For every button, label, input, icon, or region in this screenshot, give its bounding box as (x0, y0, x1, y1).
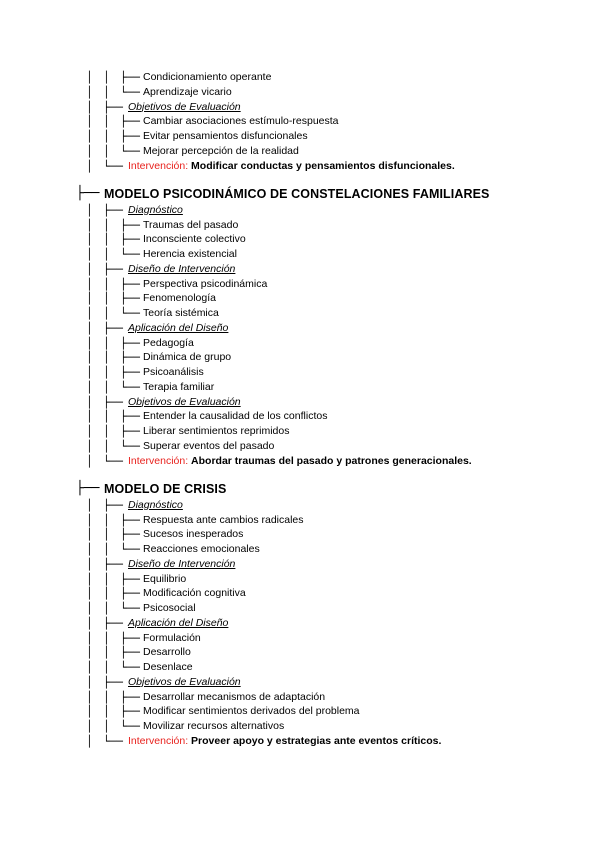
list-item (0, 350, 600, 365)
tree-connector: └── (120, 543, 140, 556)
tree-pipe: │ (86, 203, 93, 217)
section-title: Aplicación del Diseño (128, 321, 229, 334)
section-title: Diseño de Intervención (128, 557, 236, 570)
item-text: Herencia existencial (143, 248, 237, 260)
item-text: Pedagogía (143, 336, 194, 349)
tree-connector: ├── (120, 587, 140, 601)
tree-connector: └── (120, 144, 140, 158)
tree-pipe: │ (86, 498, 93, 512)
section-title: Diagnóstico (128, 498, 183, 511)
tree-connector: ├── (120, 71, 140, 84)
model-branch-glyph: ├── (76, 481, 100, 496)
tree-pipe: │ (86, 572, 93, 586)
list-item (0, 690, 600, 705)
tree-pipe: │ (86, 159, 93, 173)
tree-pipe: │ (103, 720, 110, 733)
tree-connector: └── (120, 439, 140, 453)
tree-pipe: │ (86, 100, 93, 114)
item-text: Teoría sistémica (143, 307, 219, 319)
item-text: Cambiar asociaciones estímulo-respuesta (143, 115, 339, 128)
tree-pipe: │ (103, 631, 110, 645)
section-title: Aplicación del Diseño (128, 616, 229, 629)
model-heading (0, 186, 600, 204)
list-item (0, 114, 600, 129)
item-text: Psicoanálisis (143, 366, 204, 378)
tree-connector: ├── (120, 690, 140, 704)
tree-pipe: │ (86, 71, 93, 84)
section-heading (0, 395, 600, 410)
tree-pipe: │ (86, 454, 93, 468)
section-heading (0, 675, 600, 690)
intervention-label: Intervención: (128, 454, 192, 467)
item-text: Mejorar percepción de la realidad (143, 144, 299, 157)
item-text: Dinámica de grupo (143, 351, 232, 364)
tree-pipe: │ (86, 439, 93, 453)
section-heading (0, 203, 600, 218)
list-item (0, 660, 600, 675)
item-text: Desenlace (143, 661, 193, 673)
tree-connector: ├── (120, 528, 140, 542)
tree-connector: ├── (120, 277, 140, 291)
tree-pipe: │ (103, 351, 110, 365)
tree-connector: ├── (120, 425, 140, 438)
tree-connector: └── (103, 734, 123, 748)
tree-connector: ├── (120, 646, 140, 660)
list-item (0, 409, 600, 424)
intervention-value: Proveer apoyo y estrategias ante eventos críticos. (191, 734, 442, 747)
intervention-text (128, 734, 441, 749)
tree-pipe: │ (103, 277, 110, 291)
tree-connector: └── (120, 661, 140, 674)
tree-pipe: │ (103, 366, 110, 379)
model-title: MODELO PSICODINÁMICO DE CONSTELACIONES FAMILIARES (104, 187, 490, 201)
item-text: Psicosocial (143, 602, 196, 614)
item-text: Superar eventos del pasado (143, 439, 275, 452)
section-heading (0, 321, 600, 336)
item-text: Modificación cognitiva (143, 587, 246, 600)
list-item (0, 513, 600, 528)
tree-pipe: │ (86, 734, 93, 748)
list-item (0, 336, 600, 351)
section-heading (0, 100, 600, 115)
tree-connector: ├── (120, 705, 140, 719)
tree-pipe: │ (86, 557, 93, 571)
section-heading (0, 557, 600, 572)
tree-pipe: │ (103, 572, 110, 586)
section-title: Diseño de Intervención (128, 262, 236, 275)
list-item (0, 542, 600, 557)
tree-pipe: │ (86, 675, 93, 689)
item-text: Movilizar recursos alternativos (143, 720, 285, 732)
item-text: Terapia familiar (143, 380, 215, 393)
tree-pipe: │ (86, 85, 93, 99)
tree-pipe: │ (103, 439, 110, 453)
list-item (0, 439, 600, 454)
item-text: Perspectiva psicodinámica (143, 277, 268, 290)
intervention-label: Intervención: (128, 734, 192, 747)
intervention-row (0, 454, 600, 469)
tree-pipe: │ (103, 425, 110, 438)
tree-pipe: │ (103, 705, 110, 719)
list-item (0, 144, 600, 159)
tree-connector: └── (120, 85, 140, 99)
tree-pipe: │ (103, 307, 110, 320)
tree-pipe: │ (103, 513, 110, 527)
item-text: Reacciones emocionales (143, 543, 260, 555)
item-text: Sucesos inesperados (143, 528, 244, 541)
tree-pipe: │ (86, 587, 93, 601)
list-item (0, 645, 600, 660)
list-item (0, 424, 600, 439)
item-text: Evitar pensamientos disfuncionales (143, 130, 308, 142)
list-item (0, 70, 600, 85)
intervention-text (128, 159, 455, 174)
tree-pipe: │ (86, 262, 93, 276)
intervention-row (0, 159, 600, 174)
tree-pipe: │ (103, 528, 110, 542)
intervention-row (0, 734, 600, 749)
item-text: Fenomenología (143, 292, 216, 305)
tree-pipe: │ (103, 410, 110, 424)
tree-pipe: │ (86, 130, 93, 143)
tree-connector: └── (120, 602, 140, 615)
tree-pipe: │ (86, 292, 93, 306)
tree-connector: ├── (120, 233, 140, 247)
list-item (0, 719, 600, 734)
section-title: Objetivos de Evaluación (128, 675, 241, 688)
tree-connector: ├── (103, 262, 123, 276)
list-item (0, 129, 600, 144)
tree-connector: ├── (120, 336, 140, 350)
tree-pipe: │ (103, 602, 110, 615)
tree-pipe: │ (86, 380, 93, 394)
tree-pipe: │ (86, 277, 93, 291)
tree-pipe: │ (103, 690, 110, 704)
tree-pipe: │ (103, 85, 110, 99)
tree-pipe: │ (86, 395, 93, 409)
tree-pipe: │ (86, 425, 93, 438)
tree-pipe: │ (86, 720, 93, 733)
tree-pipe: │ (86, 144, 93, 158)
tree-pipe: │ (103, 71, 110, 84)
list-item (0, 291, 600, 306)
item-text: Liberar sentimientos reprimidos (143, 425, 290, 437)
tree-pipe: │ (103, 336, 110, 350)
tree-connector: └── (120, 380, 140, 394)
tree-connector: ├── (120, 631, 140, 645)
tree-connector: ├── (120, 366, 140, 379)
tree-connector: ├── (103, 675, 123, 689)
tree-connector: ├── (120, 130, 140, 143)
tree-pipe: │ (86, 366, 93, 379)
tree-pipe: │ (86, 705, 93, 719)
item-text: Inconsciente colectivo (143, 233, 246, 246)
tree-pipe: │ (86, 528, 93, 542)
section-heading (0, 616, 600, 631)
list-item (0, 365, 600, 380)
section-title: Objetivos de Evaluación (128, 395, 241, 408)
model-title: MODELO DE CRISIS (104, 482, 227, 496)
tree-pipe: │ (86, 513, 93, 527)
item-text: Condicionamiento operante (143, 71, 272, 83)
tree-pipe: │ (86, 321, 93, 335)
tree-connector: └── (120, 720, 140, 733)
tree-pipe: │ (103, 248, 110, 261)
list-item (0, 601, 600, 616)
tree-pipe: │ (103, 233, 110, 247)
item-text: Formulación (143, 631, 201, 644)
tree-pipe: │ (86, 336, 93, 350)
tree-connector: └── (103, 159, 123, 173)
item-text: Aprendizaje vicario (143, 85, 232, 98)
tree-pipe: │ (86, 233, 93, 247)
tree-pipe: │ (86, 661, 93, 674)
tree-connector: ├── (120, 572, 140, 586)
tree-pipe: │ (86, 543, 93, 556)
list-item (0, 704, 600, 719)
tree-pipe: │ (86, 602, 93, 615)
tree-pipe: │ (86, 307, 93, 320)
list-item (0, 380, 600, 395)
list-item (0, 277, 600, 292)
tree-pipe: │ (103, 380, 110, 394)
list-item (0, 306, 600, 321)
tree-connector: ├── (103, 395, 123, 409)
section-title: Diagnóstico (128, 203, 183, 216)
tree-connector: ├── (120, 351, 140, 365)
tree-pipe: │ (103, 130, 110, 143)
list-item (0, 631, 600, 646)
intervention-text (128, 454, 472, 469)
tree-connector: ├── (103, 498, 123, 512)
tree-connector: ├── (103, 616, 123, 630)
section-heading (0, 498, 600, 513)
tree-connector: ├── (120, 218, 140, 232)
list-item (0, 85, 600, 100)
tree-pipe: │ (103, 292, 110, 306)
tree-connector: └── (103, 454, 123, 468)
tree-connector: ├── (120, 410, 140, 424)
tree-pipe: │ (86, 631, 93, 645)
tree-pipe: │ (86, 115, 93, 129)
section-heading (0, 262, 600, 277)
tree-pipe: │ (103, 115, 110, 129)
tree-connector: ├── (103, 100, 123, 114)
item-text: Desarrollar mecanismos de adaptación (143, 690, 326, 703)
item-text: Traumas del pasado (143, 218, 239, 231)
list-item (0, 572, 600, 587)
section-title: Objetivos de Evaluación (128, 100, 241, 113)
tree-connector: └── (120, 248, 140, 261)
tree-pipe: │ (86, 248, 93, 261)
item-text: Equilibrio (143, 572, 187, 585)
list-item (0, 218, 600, 233)
list-item (0, 527, 600, 542)
model-branch-glyph: ├── (76, 186, 100, 201)
tree-connector: ├── (103, 321, 123, 335)
item-text: Modificar sentimientos derivados del problema (143, 705, 360, 718)
tree-connector: ├── (120, 115, 140, 129)
tree-pipe: │ (103, 661, 110, 674)
tree-pipe: │ (86, 616, 93, 630)
tree-pipe: │ (86, 646, 93, 660)
tree-connector: ├── (103, 203, 123, 217)
model-heading (0, 481, 600, 499)
list-item (0, 247, 600, 262)
intervention-value: Modificar conductas y pensamientos disfuncionales. (191, 159, 455, 172)
tree-pipe: │ (86, 218, 93, 232)
tree-pipe: │ (103, 144, 110, 158)
tree-pipe: │ (103, 587, 110, 601)
intervention-label: Intervención: (128, 159, 192, 172)
item-text: Desarrollo (143, 646, 191, 659)
list-item (0, 232, 600, 247)
list-item (0, 586, 600, 601)
tree-pipe: │ (103, 218, 110, 232)
tree-pipe: │ (103, 646, 110, 660)
tree-pipe: │ (86, 351, 93, 365)
item-text: Entender la causalidad de los conflictos (143, 410, 328, 423)
tree-connector: ├── (120, 292, 140, 306)
tree-connector: ├── (120, 513, 140, 527)
tree-pipe: │ (103, 543, 110, 556)
intervention-value: Abordar traumas del pasado y patrones generacionales. (191, 454, 472, 467)
tree-connector: └── (120, 307, 140, 320)
tree-pipe: │ (86, 410, 93, 424)
tree-pipe: │ (86, 690, 93, 704)
tree-connector: ├── (103, 557, 123, 571)
item-text: Respuesta ante cambios radicales (143, 513, 304, 526)
